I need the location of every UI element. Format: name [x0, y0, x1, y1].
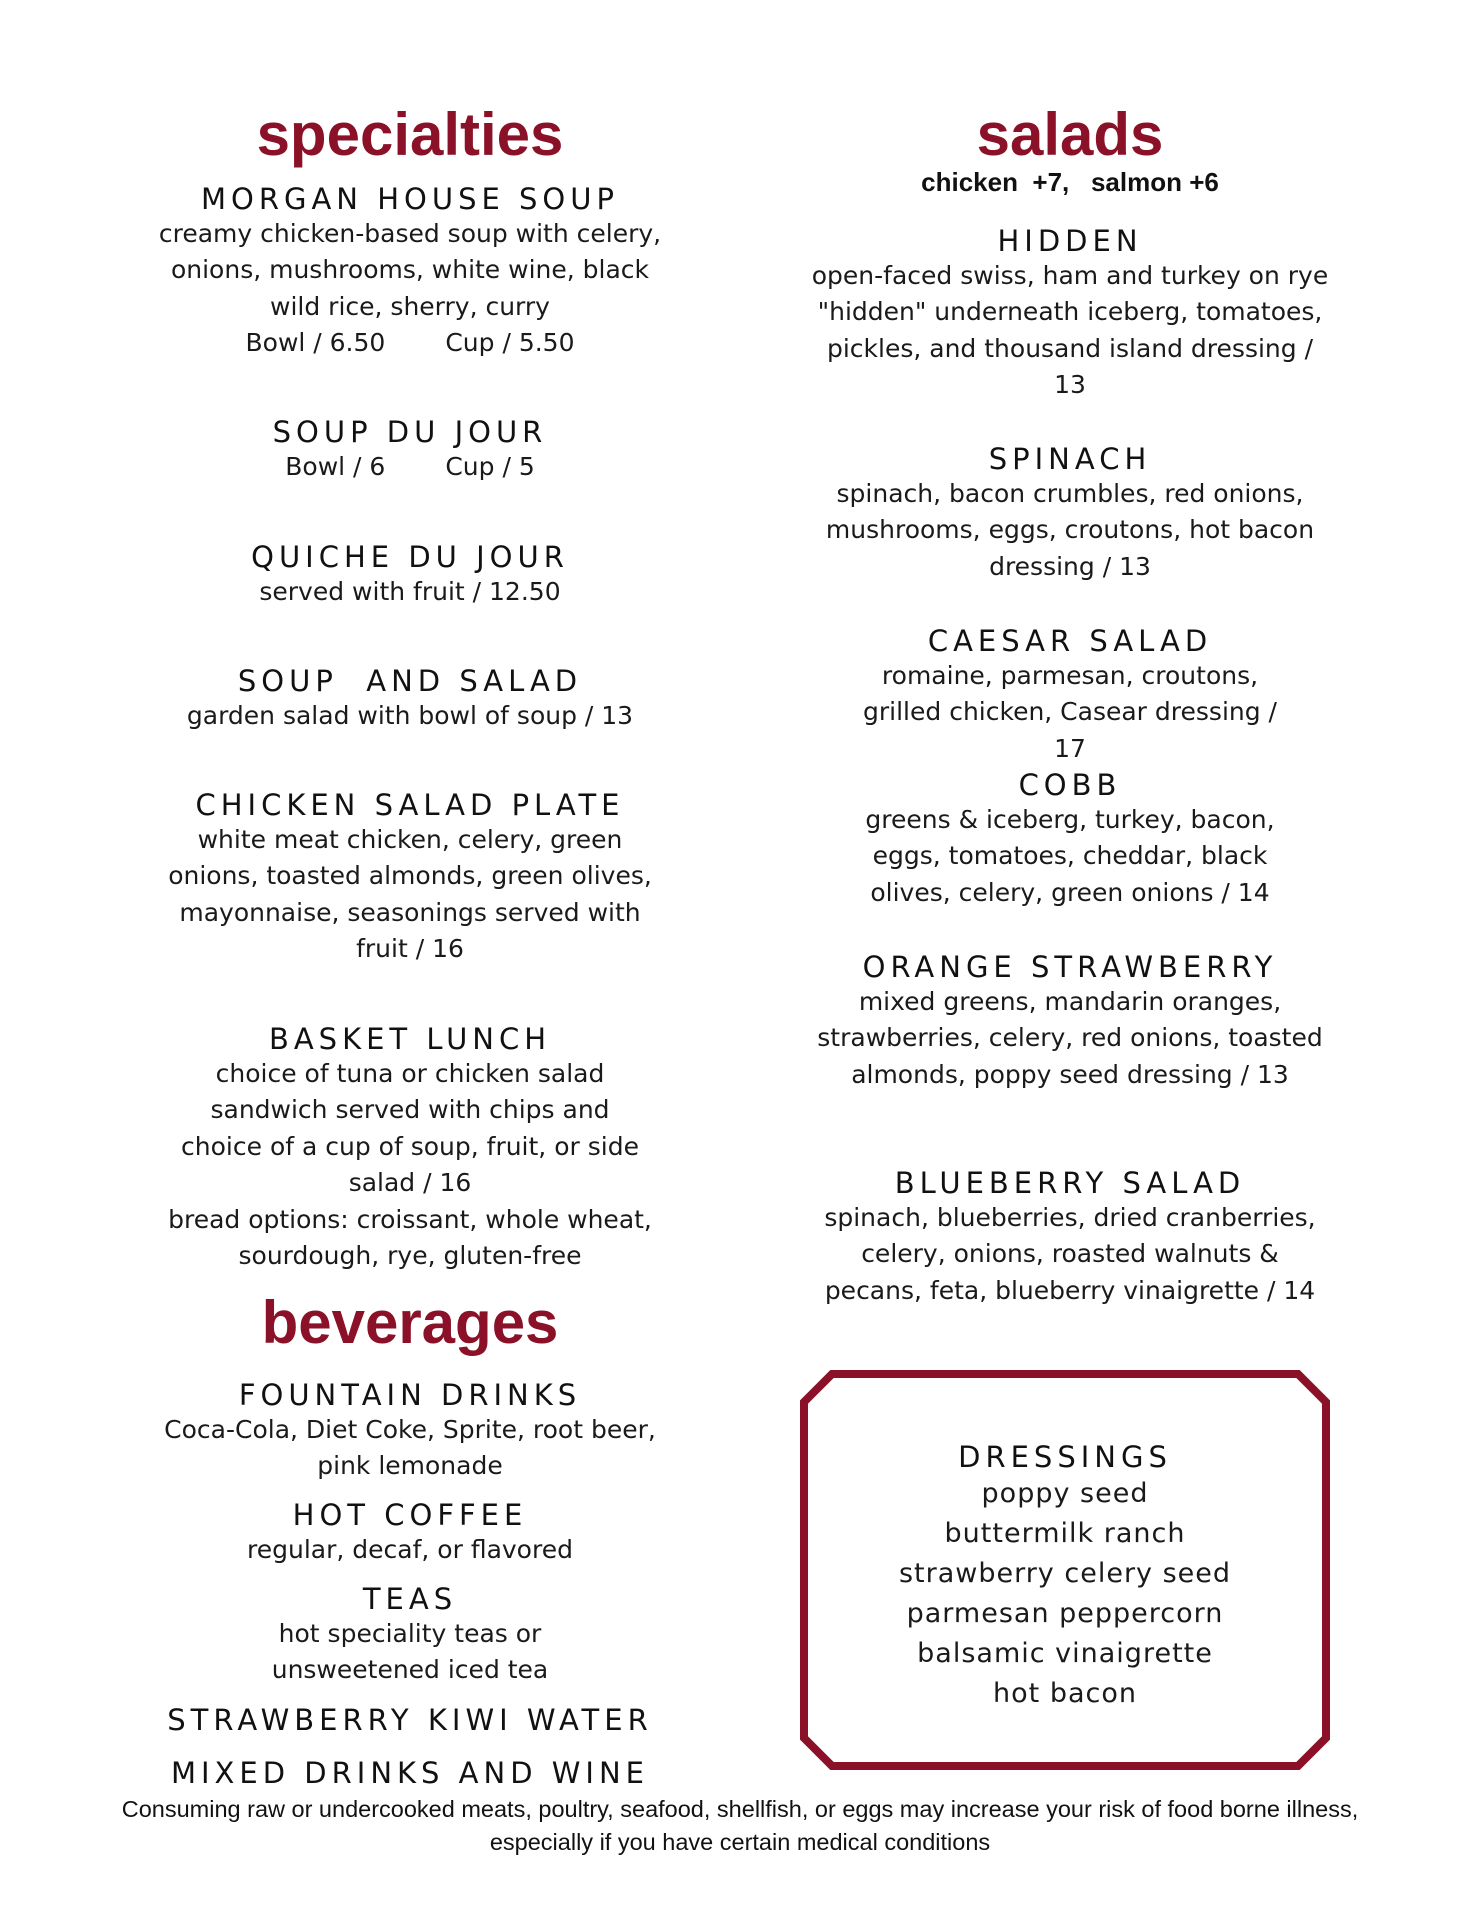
menu-item-strawberry-kiwi-water [150, 1703, 670, 1737]
menu-item-soup-and-salad [150, 664, 670, 734]
item-name: CHICKEN SALAD PLATE [195, 788, 625, 822]
item-description: spinach, blueberries, dried cranberries, celery, onions, roasted walnuts & pecans, feta, blueberry vinaigrette / 14 [824, 1203, 1316, 1305]
dressing-item: strawberry celery seed [898, 1558, 1232, 1589]
dressings-box [800, 1370, 1330, 1770]
dressings-title: DRESSINGS [958, 1440, 1172, 1474]
menu-item-soup-du-jour [150, 415, 670, 485]
item-name: MIXED DRINKS AND WINE [170, 1756, 649, 1790]
item-name: SPINACH [988, 442, 1152, 476]
item-description: garden salad with bowl of soup / 13 [186, 701, 634, 730]
menu-item-morgan-house-soup [150, 182, 670, 361]
menu-item-teas [150, 1582, 670, 1689]
item-name: ORANGE STRAWBERRY [862, 950, 1278, 984]
item-description: romaine, parmesan, croutons, grilled chicken, Casear dressing / 17 [863, 661, 1277, 763]
beverages-section [150, 1290, 670, 1356]
beverages-title: beverages [261, 1289, 559, 1356]
menu-item-fountain-drinks [150, 1378, 670, 1485]
item-description: served with fruit / 12.50 [259, 577, 561, 606]
basket-lunch-bread-options [150, 1202, 670, 1275]
salad-item-orange-strawberry [800, 950, 1340, 1093]
item-name: FOUNTAIN DRINKS [238, 1378, 582, 1412]
menu-item-quiche-du-jour [150, 540, 670, 610]
item-name: CAESAR SALAD [927, 624, 1213, 658]
menu-item-hot-coffee [150, 1498, 670, 1568]
specialties-title: specialties [256, 101, 564, 168]
item-description: white meat chicken, celery, green onions, toasted almonds, green olives, mayonnaise, seasonings served with fruit / 16 [168, 825, 652, 963]
item-name: COBB [1018, 768, 1122, 802]
item-name: BLUEBERRY SALAD [894, 1166, 1246, 1200]
item-description: regular, decaf, or flavored [247, 1535, 573, 1564]
item-name: QUICHE DU JOUR [251, 540, 569, 574]
item-description: creamy chicken-based soup with celery, onions, mushrooms, white wine, black wild rice, sherry, curry [158, 219, 662, 321]
salad-item-hidden [800, 224, 1340, 403]
menu-item-mixed-drinks-and-wine [150, 1756, 670, 1790]
item-description: bread options: croissant, whole wheat, sourdough, rye, gluten-free [168, 1205, 652, 1271]
dressing-item: poppy seed [981, 1478, 1149, 1509]
specialties-section [150, 102, 670, 168]
menu-item-basket-lunch [150, 1022, 670, 1201]
item-description: greens & iceberg, turkey, bacon, eggs, tomatoes, cheddar, black olives, celery, green onions / 14 [865, 805, 1275, 907]
dressing-item: parmesan peppercorn [906, 1598, 1224, 1629]
item-description: Coca-Cola, Diet Coke, Sprite, root beer, pink lemonade [164, 1415, 656, 1481]
cup-price: Cup / 5.50 [445, 327, 575, 357]
item-description: choice of tuna or chicken salad sandwich served with chips and choice of a cup of soup, fruit, or side salad / 16 [181, 1059, 639, 1197]
food-safety-disclaimer: Consuming raw or undercooked meats, poultry, seafood, shellfish, or eggs may increase your risk of food borne illness, especially if you have certain medical conditions [121, 1796, 1359, 1855]
dressing-item: buttermilk ranch [944, 1518, 1186, 1549]
salad-item-blueberry [800, 1166, 1340, 1309]
bowl-price: Bowl / 6 [285, 452, 386, 481]
cup-price: Cup / 5 [445, 452, 535, 481]
item-name: HOT COFFEE [292, 1498, 528, 1532]
salads-section [800, 102, 1340, 168]
menu-item-chicken-salad-plate [150, 788, 670, 967]
item-name: SOUP AND SALAD [237, 664, 583, 698]
item-prices [150, 449, 670, 485]
dressings-content [800, 1440, 1330, 1714]
item-name: HIDDEN [997, 224, 1143, 258]
salads-title: salads [976, 101, 1164, 168]
item-description: mixed greens, mandarin oranges, strawberries, celery, red onions, toasted almonds, poppy seed dressing / 13 [817, 987, 1323, 1089]
bowl-price: Bowl / 6.50 [245, 327, 386, 357]
dressing-item: balsamic vinaigrette [917, 1638, 1213, 1669]
item-description: open-faced swiss, ham and turkey on rye "hidden" underneath iceberg, tomatoes, pickles, and thousand island dressing / 13 [811, 261, 1329, 399]
item-description: spinach, bacon crumbles, red onions, mushrooms, eggs, croutons, hot bacon dressing / 13 [825, 479, 1315, 581]
item-name: MORGAN HOUSE SOUP [201, 182, 619, 216]
item-name: TEAS [362, 1582, 458, 1616]
item-prices [150, 325, 670, 361]
salad-item-caesar [800, 624, 1340, 767]
dressing-item: hot bacon [993, 1678, 1137, 1709]
item-name: STRAWBERRY KIWI WATER [167, 1703, 653, 1737]
item-description: hot speciality teas or unsweetened iced tea [271, 1619, 549, 1685]
item-name: SOUP DU JOUR [272, 415, 548, 449]
protein-addons: chicken +7, salmon +6 [921, 167, 1219, 197]
salad-item-cobb [800, 768, 1340, 911]
item-name: BASKET LUNCH [268, 1022, 552, 1056]
salad-item-spinach [800, 442, 1340, 585]
